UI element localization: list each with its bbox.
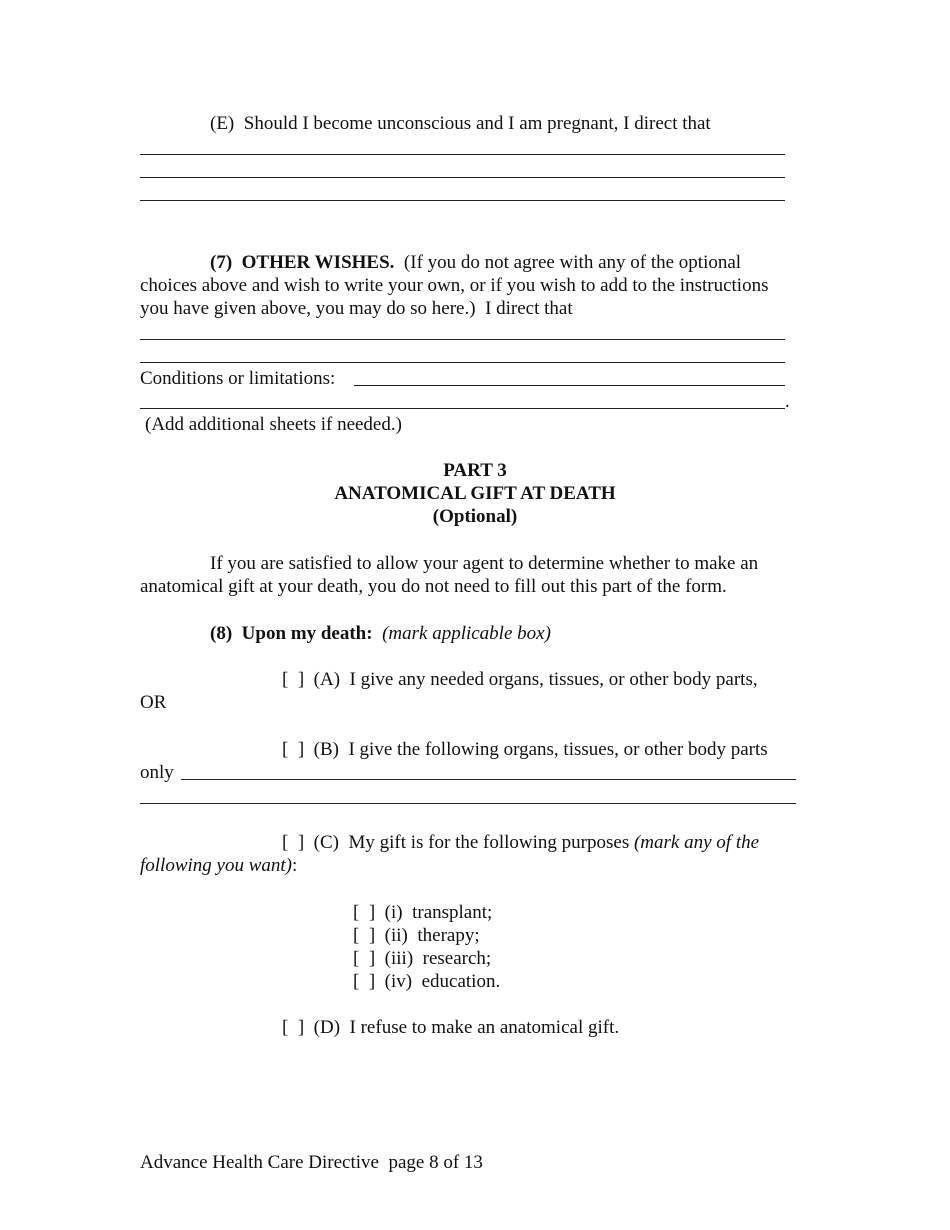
section-7-text1: (If you do not agree with any of the optional — [403, 252, 742, 273]
page-footer: Advance Health Care Directive page 8 of 13 — [140, 1152, 483, 1173]
option-d-checkbox[interactable]: [ ] (D) I refuse to make an anatomical gift. — [282, 1017, 620, 1038]
part3-optional: (Optional) — [432, 506, 518, 527]
conditions-blank-line[interactable] — [354, 385, 785, 386]
section-7-line1 — [210, 251, 741, 274]
blank-line[interactable] — [140, 362, 785, 363]
section-8-line — [210, 622, 551, 645]
blank-line[interactable] — [140, 154, 785, 155]
blank-line[interactable] — [140, 803, 796, 804]
blank-line[interactable] — [140, 339, 785, 340]
purpose-therapy-checkbox[interactable]: [ ] (ii) therapy; — [353, 925, 480, 946]
option-a-or: OR — [140, 692, 167, 713]
option-c-colon: : — [292, 855, 298, 876]
section-7-line2: choices above and wish to write your own, or if you wish to add to the instructions — [140, 275, 769, 296]
period: . — [785, 391, 790, 412]
option-c-line2 — [140, 854, 297, 877]
section-e-text: (E) Should I become unconscious and I am pregnant, I direct that — [210, 113, 711, 134]
part3-title: PART 3 — [443, 460, 507, 481]
section-8-heading: (8) Upon my death: — [210, 623, 373, 644]
section-7-line3: you have given above, you may do so here.) I direct that — [140, 298, 573, 319]
option-b-checkbox[interactable]: [ ] (B) I give the following organs, tissues, or other body parts — [282, 739, 768, 760]
purpose-research-checkbox[interactable]: [ ] (iii) research; — [353, 948, 492, 969]
option-c-instruction2: following you want) — [140, 855, 292, 876]
option-b-only: only — [140, 762, 174, 783]
purpose-education-checkbox[interactable]: [ ] (iv) education. — [353, 971, 501, 992]
section-7-heading: (7) OTHER WISHES. — [210, 252, 395, 273]
option-c-instruction1: (mark any of the — [633, 832, 760, 853]
section-8-instruction: (mark applicable box) — [382, 623, 551, 644]
blank-line[interactable] — [140, 177, 785, 178]
option-c-line — [282, 831, 759, 854]
conditions-label: Conditions or limitations: — [140, 368, 336, 389]
organs-blank-line[interactable] — [181, 779, 796, 780]
part3-intro-line2: anatomical gift at your death, you do not need to fill out this part of the form. — [140, 576, 727, 597]
purpose-transplant-checkbox[interactable]: [ ] (i) transplant; — [353, 902, 493, 923]
blank-line[interactable] — [140, 408, 785, 409]
option-c-checkbox[interactable]: [ ] (C) My gift is for the following purposes — [282, 832, 630, 853]
additional-sheets-note: (Add additional sheets if needed.) — [145, 414, 402, 435]
blank-line[interactable] — [140, 200, 785, 201]
part3-intro-line1: If you are satisfied to allow your agent to determine whether to make an — [210, 553, 759, 574]
option-a-checkbox[interactable]: [ ] (A) I give any needed organs, tissues, or other body parts, — [282, 669, 758, 690]
part3-subtitle: ANATOMICAL GIFT AT DEATH — [334, 483, 616, 504]
